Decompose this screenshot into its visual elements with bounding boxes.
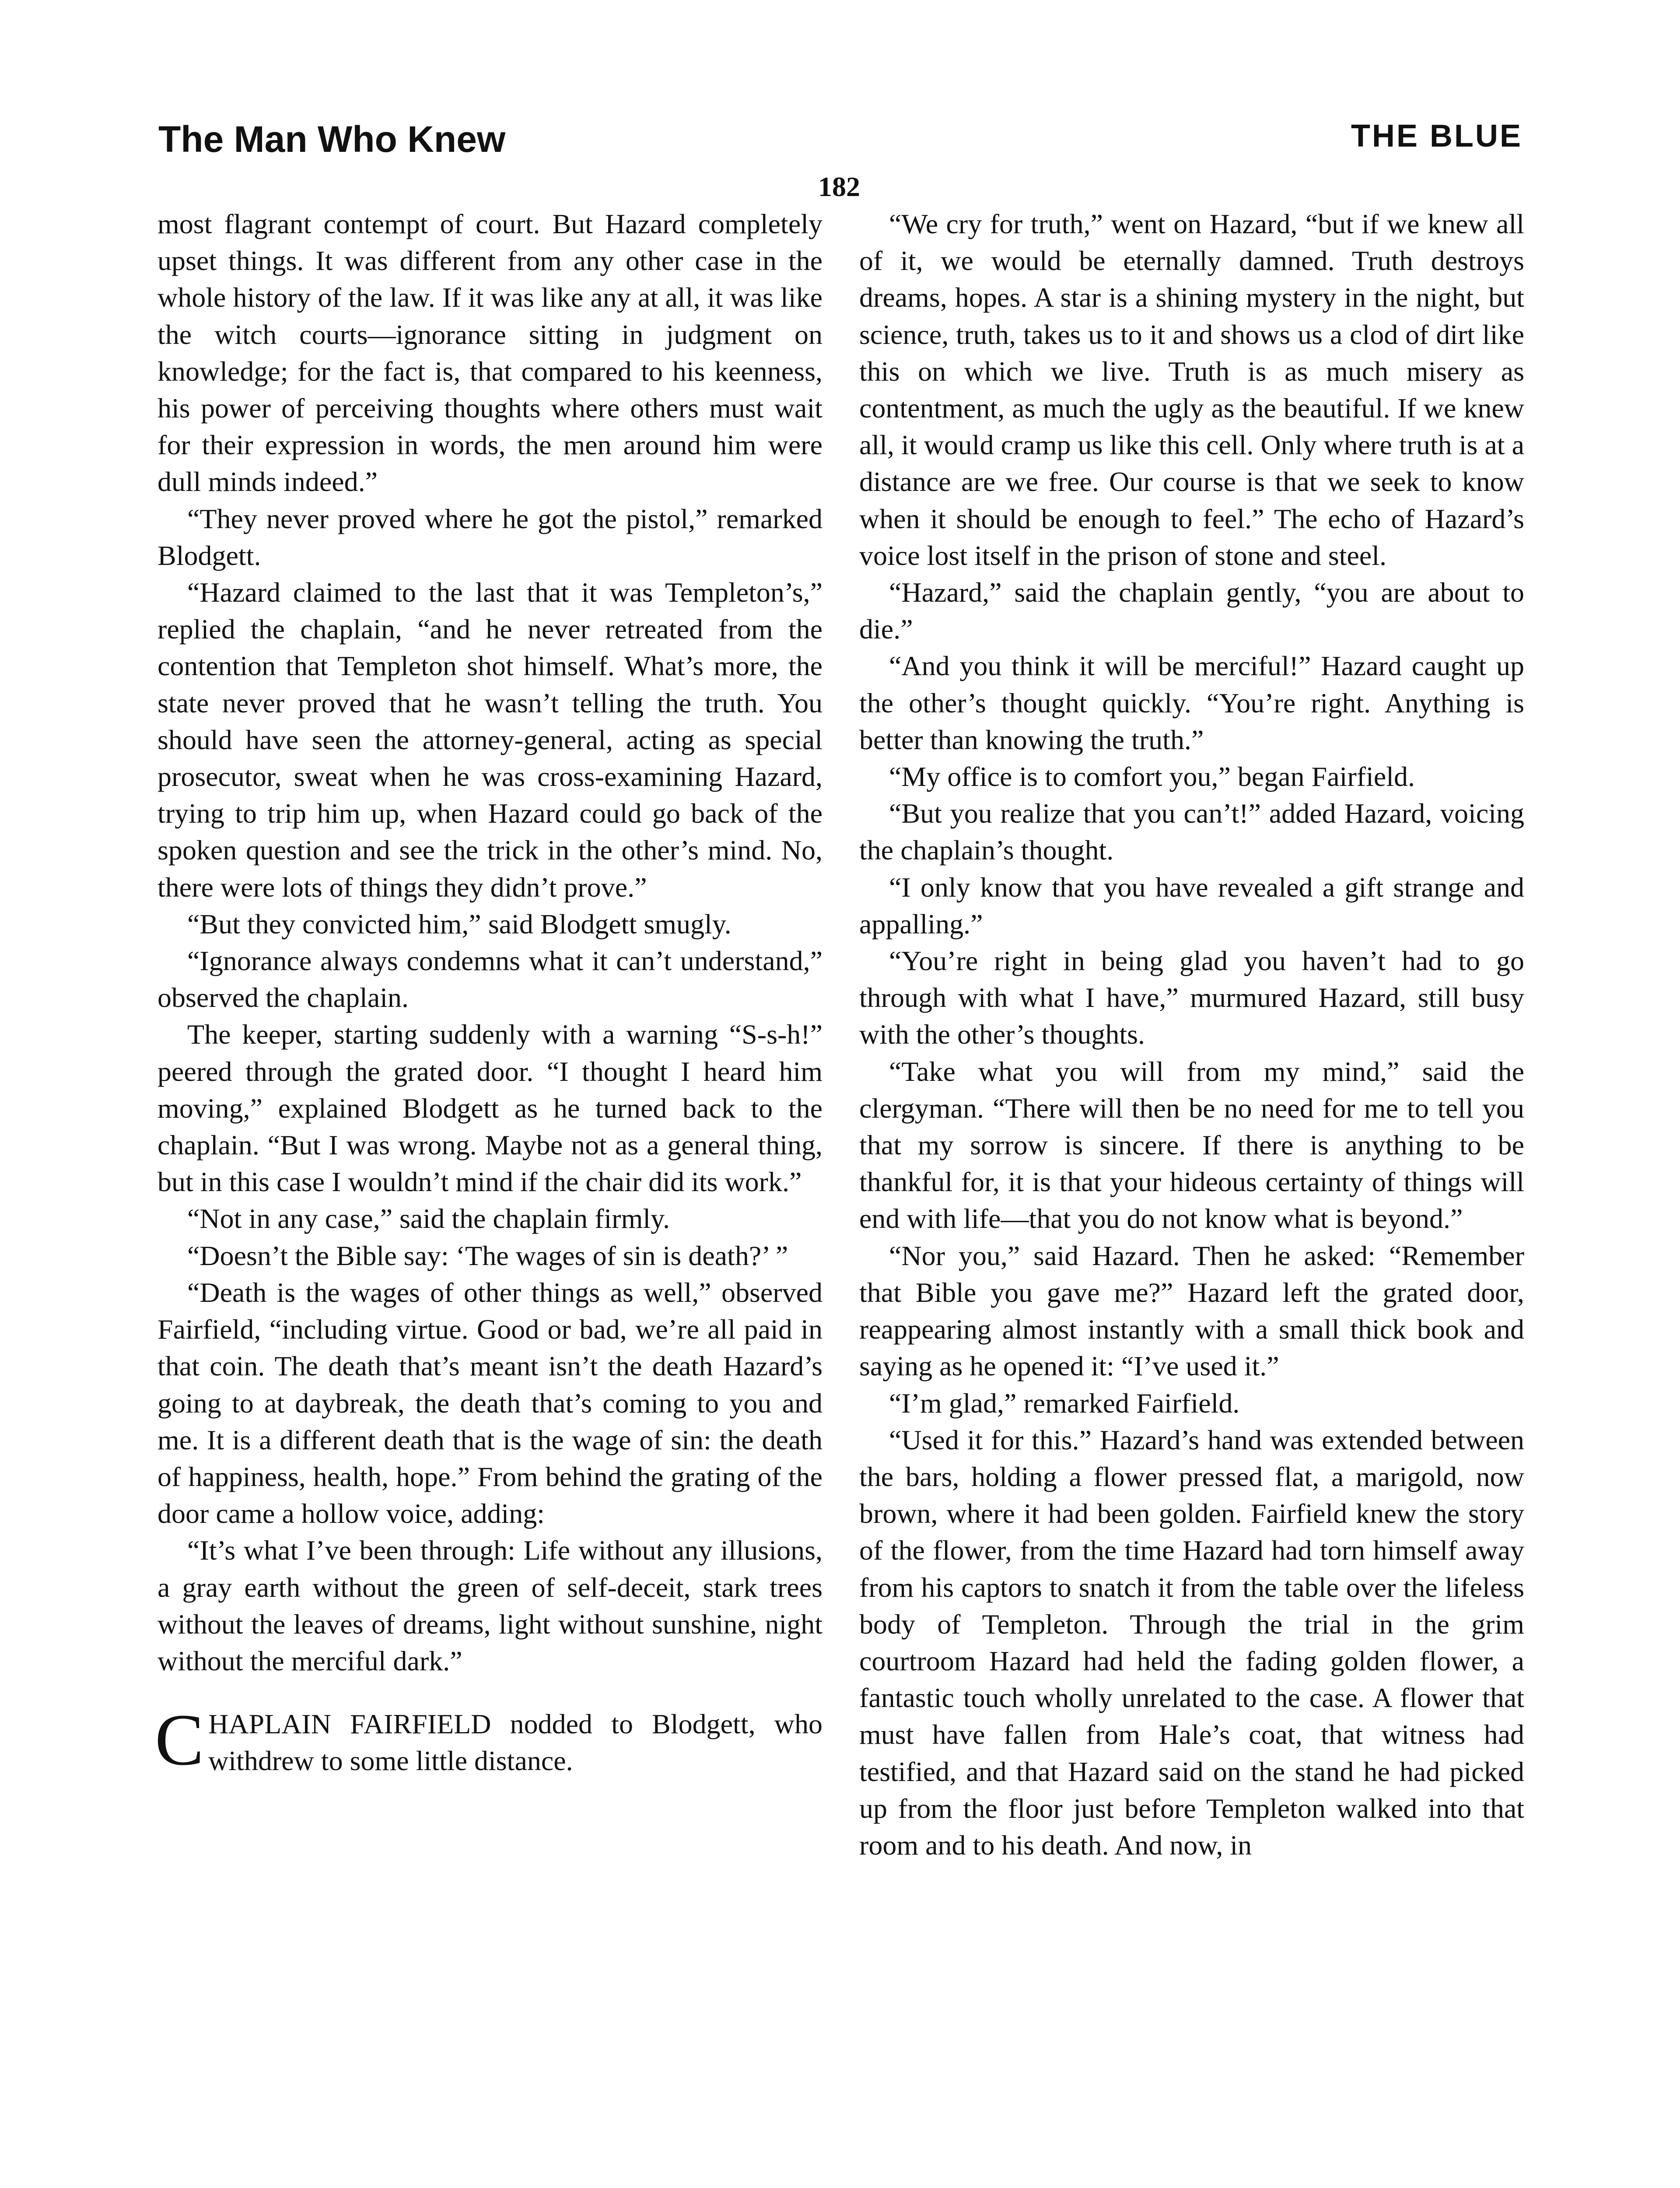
running-title: The Man Who Knew (158, 119, 506, 160)
paragraph: “Hazard,” said the chaplain gently, “you are about to die.” (859, 577, 1524, 645)
paragraph: “We cry for truth,” went on Hazard, “but if we knew all of it, we would be eternally damned. Truth destroys dreams, hopes. A star is a shining mystery in the night, but science, truth, takes us to it and shows us a clod of dirt like this on which we live. Truth is as much misery as contentment, as much the ugly as the beautiful. If we knew all, it would cramp us like this cell. Only where truth is at a distance are we free. Our course is that we seek to know when it should be enough to feel.” The echo of Hazard’s voice lost itself in the prison of stone and steel. (859, 208, 1524, 571)
paragraph: “Take what you will from my mind,” said the clergyman. “There will then be no need for me to tell you that my sorrow is sincere. If there is anything to be thankful for, it is that your hideous certainty of things will end with life—that you do not know what is beyond.” (859, 1055, 1524, 1234)
paragraph: The keeper, starting suddenly with a warning “S-s-h!” peered through the grated door. “I thought I heard him moving,” explained Blodgett as he turned back to the chaplain. “But I was wrong. Maybe not as a general thing, but in this case I wouldn’t mind if the chair did its work.” (158, 1019, 822, 1198)
paragraph: “I only know that you have revealed a gift strange and appalling.” (859, 871, 1524, 940)
paragraph: most flagrant contempt of court. But Hazard completely upset things. It was different from any other case in the whole history of the law. If it was like any at all, it was like the witch courts—ignorance sitting in judgment on knowledge; for the fact is, that compared to his keenness, his power of perceiving thoughts where others must wait for their expression in words, the men around him were dull minds indeed.” (158, 208, 822, 498)
paragraph: “Used it for this.” Hazard’s hand was extended between the bars, holding a flower pressed flat, a marigold, now brown, where it had been golden. Fairfield knew the story of the flower, from the time Hazard had torn himself away from his captors to snatch it from the table over the lifeless body of Templeton. Through the trial in the grim courtroom Hazard had held the fading golden flower, a fantastic touch wholly unrelated to the case. A flower that must have fallen from Hale’s coat, that witness had testified, and that Hazard said on the stand he had picked up from the floor just before Templeton walked into that room and to his death. And now, in (859, 1424, 1524, 1861)
section-text: nodded to Blodgett, who withdrew to some little distance. (208, 1708, 823, 1777)
paragraph: “But you realize that you can’t!” added Hazard, voicing the chaplain’s thought. (859, 798, 1524, 866)
paragraph: “It’s what I’ve been through: Life without any illusions, a gray earth without the green of self-deceit, stark trees without the leaves of dreams, light without sunshine, night without the merciful dark.” (158, 1535, 822, 1676)
page-number: 182 (818, 171, 860, 202)
paragraph: “Doesn’t the Bible say: ‘The wages of sin is death?’ ” (187, 1240, 788, 1271)
paragraph: “They never proved where he got the pistol,” remarked Blodgett. (158, 503, 822, 571)
paragraph: “You’re right in being glad you haven’t had to go through with what I have,” murmured Hazard, still busy with the other’s thoughts. (859, 945, 1524, 1050)
paragraph: “And you think it will be merciful!” Hazard caught up the other’s thought quickly. “You’re right. Anything is better than knowing the truth.” (859, 650, 1524, 755)
drop-cap: C (155, 1699, 204, 1781)
left-column (155, 206, 823, 1781)
paragraph: “Not in any case,” said the chaplain firmly. (187, 1203, 670, 1234)
paragraph: “But they convicted him,” said Blodgett smugly. (187, 908, 732, 940)
paragraph: “Hazard claimed to the last that it was Templeton’s,” replied the chaplain, “and he never retreated from the contention that Templeton shot himself. What’s more, the state never proved that he wasn’t telling the truth. You should have seen the attorney-general, acting as special prosecutor, sweat when he was cross-examining Hazard, trying to trip him up, when Hazard could go back of the spoken question and see the trick in the other’s mind. No, there were lots of things they didn’t prove.” (158, 577, 822, 903)
magazine-name: THE BLUE (1351, 119, 1522, 154)
paragraph: “Ignorance always condemns what it can’t understand,” observed the chaplain. (158, 945, 822, 1013)
paragraph: “I’m glad,” remarked Fairfield. (889, 1387, 1240, 1419)
right-column (859, 206, 1524, 1864)
paragraph: “My office is to comfort you,” began Fairfield. (889, 761, 1415, 792)
paragraph: “Nor you,” said Hazard. Then he asked: “Remember that Bible you gave me?” Hazard left the grated door, reappearing almost instantly with a small thick book and saying as he opened it: “I’ve used it.” (859, 1240, 1524, 1382)
section-opening-paragraph (155, 1699, 823, 1781)
paragraph: “Death is the wages of other things as well,” observed Fairfield, “including virtue. Good or bad, we’re all paid in that coin. The death that’s meant isn’t the death Hazard’s going to at daybreak, the death that’s coming to you and me. It is a different death that is the wage of sin: the death of happiness, health, hope.” From behind the grating of the door came a hollow voice, adding: (158, 1276, 822, 1529)
small-caps-lead: HAPLAIN FAIRFIELD (208, 1708, 491, 1740)
